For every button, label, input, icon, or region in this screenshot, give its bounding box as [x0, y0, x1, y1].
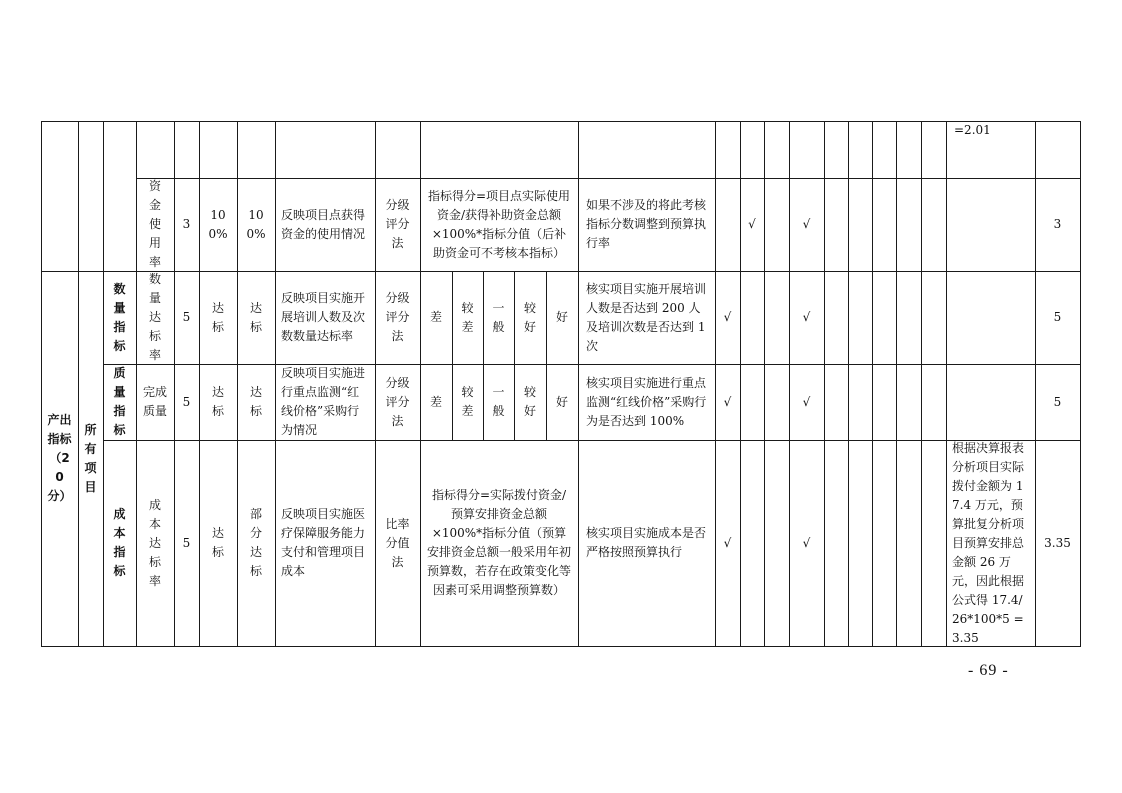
row2-verification: 如果不涉及的将此考核指标分数调整到预算执行率: [586, 198, 707, 250]
row3-grade-excellent: 好: [555, 310, 568, 324]
row4-indicator-name: 完成质量: [142, 385, 167, 418]
row3-checkmark-1: √: [723, 310, 732, 324]
row5-checkmark-1: √: [723, 535, 732, 550]
row5-description: 反映项目实施医疗保障服务能力支付和管理项目成本: [281, 507, 366, 578]
row4-verification: 核实项目实施进行重点监测“红线价格”采购行为是否达到 100%: [586, 375, 707, 428]
row4-description: 反映项目实施进行重点监测“红线价格”采购行为情况: [281, 366, 366, 437]
row5-criteria: 指标得分=实际拨付资金/预算安排资金总额×100%*指标分值（预算安排资金总额一般采用年初预算数，若存在政策变化等因素可采用调整预算数）: [426, 488, 571, 597]
page-number: - 69 -: [968, 662, 1009, 679]
row2-criteria: 指标得分=项目点实际使用资金/获得补助资金总额×100%*指标分值（后补助资金可不考核本指标）: [427, 188, 571, 260]
row5-score: 3.35: [1044, 535, 1071, 550]
row4-category: 质量指标: [113, 366, 126, 437]
row3-description: 反映项目实施开展培训人数及次数数量达标率: [281, 291, 366, 343]
row4-score: 5: [1053, 394, 1062, 409]
row5-indicator-name: 成本达标率: [148, 497, 161, 588]
row4-grade-poor: 差: [429, 394, 442, 409]
row3-method: 分级评分法: [385, 291, 410, 343]
row3-verification: 核实项目实施开展培训人数是否达到 200 人及培训次数是否达到 1 次: [586, 281, 707, 353]
row3-weight: 5: [182, 310, 191, 324]
row3-target: 达标: [211, 300, 224, 334]
row2-checkmark-1: √: [748, 217, 756, 231]
row2-weight: 3: [182, 217, 191, 231]
row3-score: 5: [1053, 310, 1062, 324]
row4-method: 分级评分法: [385, 375, 410, 428]
row3-indicator-name: 数量达标率: [148, 272, 161, 362]
row3-category: 数量指标: [113, 281, 126, 353]
row2-score: 3: [1053, 217, 1062, 231]
row4-grade-excellent: 好: [555, 394, 568, 409]
row2-method: 分级评分法: [385, 198, 410, 250]
row4-actual: 达标: [249, 385, 262, 418]
row5-calculation-note: 根据决算报表分析项目实际拨付金额为 17.4 万元，预算批复分析项目预算安排总金额 26 万元，因此根据公式得 17.4/26*100*5 =3.35: [952, 440, 1025, 645]
row2-description: 反映项目点获得资金的使用情况: [281, 207, 366, 241]
group-level2-label: 所有项目: [84, 422, 97, 494]
row3-grade-fair: 较差: [461, 300, 474, 334]
row5-target: 达标: [211, 526, 224, 559]
row4-grade-average: 一般: [492, 385, 505, 418]
row5-method: 比率分值法: [385, 516, 410, 569]
row5-category: 成本指标: [113, 507, 126, 578]
row2-checkmark-2: √: [802, 217, 811, 231]
row1-note: =2.01: [954, 122, 991, 137]
row5-verification: 核实项目实施成本是否严格按照预算执行: [586, 526, 707, 559]
row3-checkmark-2: √: [802, 310, 811, 324]
row2-indicator-name: 资金使用率: [148, 179, 161, 269]
row2-actual: 100%: [246, 207, 266, 241]
row5-checkmark-2: √: [802, 535, 811, 550]
row4-checkmark-1: √: [723, 394, 732, 409]
row4-target: 达标: [211, 385, 224, 418]
row3-actual: 达标: [249, 300, 262, 334]
row4-grade-good: 较好: [523, 385, 536, 418]
row4-weight: 5: [182, 394, 191, 409]
row3-grade-good: 较好: [523, 300, 536, 334]
row3-grade-poor: 差: [429, 310, 442, 324]
group-level1-label: 产出指标（20分）: [47, 413, 72, 503]
row5-actual: 部分达标: [249, 507, 262, 578]
row5-weight: 5: [182, 535, 191, 550]
row4-checkmark-2: √: [802, 394, 811, 409]
row3-grade-average: 一般: [492, 300, 505, 334]
row2-target: 100%: [208, 207, 228, 241]
row4-grade-fair: 较差: [461, 385, 474, 418]
